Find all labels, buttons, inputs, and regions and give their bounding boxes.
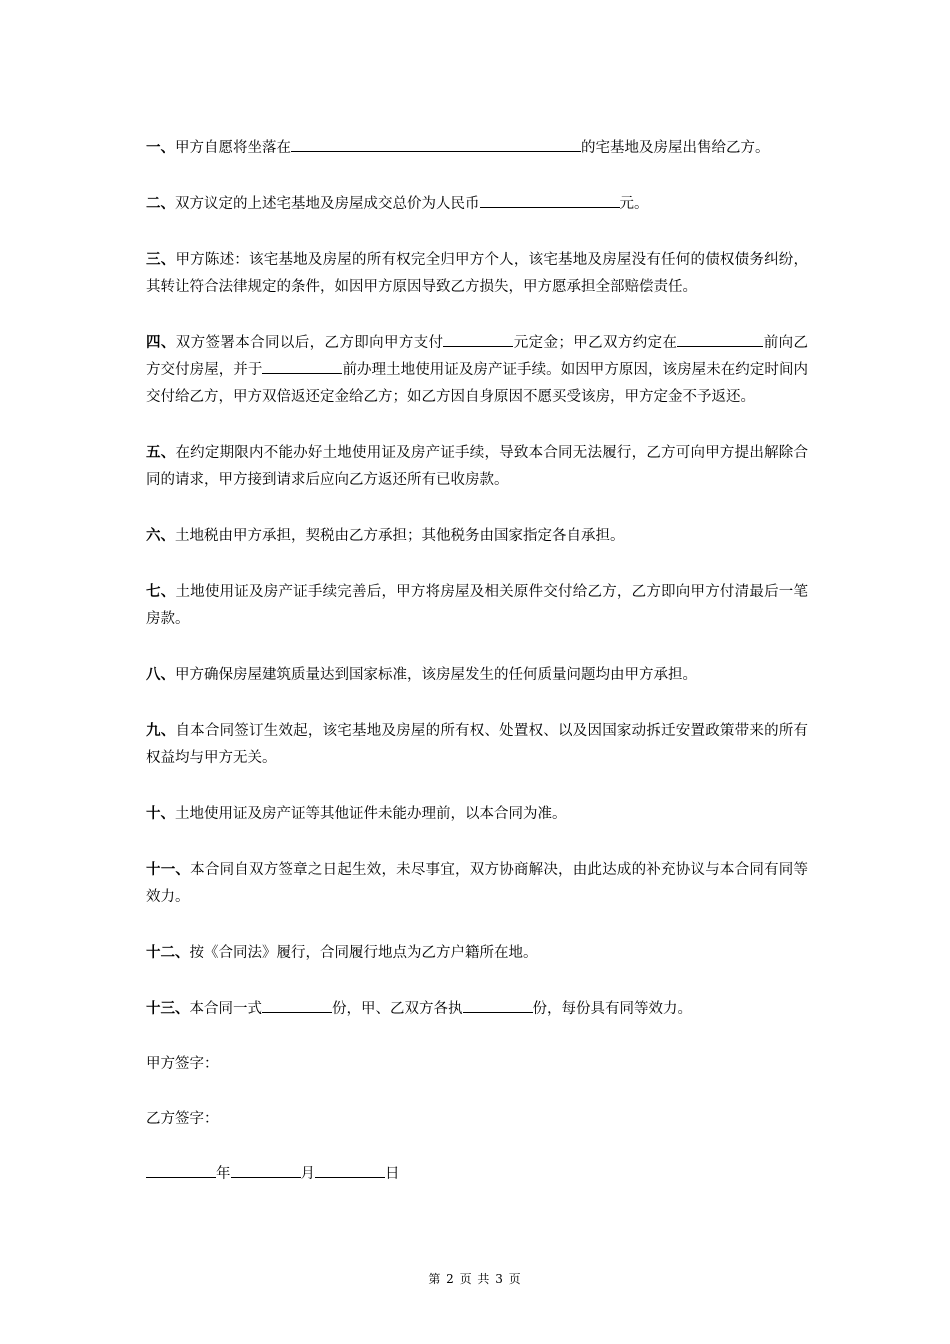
year-blank[interactable] — [146, 1163, 216, 1178]
clause-1 — [146, 134, 808, 162]
copies-total-blank[interactable] — [262, 998, 332, 1013]
delivery-date-blank[interactable] — [677, 332, 763, 347]
clause-text: 甲方陈述：该宅基地及房屋的所有权完全归甲方个人，该宅基地及房屋没有任何的债权债务纠纷，其转让符合法律规定的条件，如因甲方原因导致乙方损失，甲方愿承担全部赔偿责任。 — [146, 252, 809, 295]
clause-text: 土地使用证及房产证手续完善后，甲方将房屋及相关原件交付给乙方，乙方即向甲方付清最后一笔房款。 — [146, 584, 809, 627]
location-blank[interactable] — [291, 137, 581, 152]
clause-number: 十、 — [146, 805, 175, 822]
clause-number: 六、 — [146, 527, 175, 544]
clause-9 — [146, 717, 808, 772]
clause-text: 甲方自愿将坐落在 — [175, 140, 291, 156]
clause-text: 份，甲、乙双方各执 — [332, 1001, 463, 1017]
clause-text: 按《合同法》履行，合同履行地点为乙方户籍所在地。 — [189, 945, 538, 961]
clause-number: 九、 — [146, 722, 176, 739]
clause-7 — [146, 578, 808, 633]
clause-text: 本合同一式 — [189, 1001, 262, 1017]
clause-13 — [146, 995, 808, 1023]
month-label: 月 — [300, 1166, 315, 1182]
clause-5 — [146, 439, 808, 494]
clause-text: 土地使用证及房产证等其他证件未能办理前，以本合同为准。 — [175, 806, 567, 822]
deposit-blank[interactable] — [443, 332, 513, 347]
clause-text: 元。 — [619, 196, 649, 212]
page-footer: 第 2 页 共 3 页 — [428, 1272, 522, 1286]
copies-each-blank[interactable] — [463, 998, 533, 1013]
clause-text: 甲方确保房屋建筑质量达到国家标准，该房屋发生的任何质量问题均由甲方承担。 — [175, 667, 697, 683]
clause-text: 元定金；甲乙双方约定在 — [513, 335, 678, 351]
clause-text: 土地税由甲方承担，契税由乙方承担；其他税务由国家指定各自承担。 — [175, 528, 625, 544]
price-blank[interactable] — [480, 193, 620, 208]
clause-number: 一、 — [146, 139, 175, 156]
clause-text: 双方签署本合同以后，乙方即向甲方支付 — [175, 335, 444, 351]
clause-text: 双方议定的上述宅基地及房屋成交总价为人民币 — [175, 196, 480, 212]
clause-4 — [146, 329, 808, 411]
clause-number: 十三、 — [146, 1000, 190, 1017]
clause-text: 的宅基地及房屋出售给乙方。 — [581, 140, 770, 156]
clause-number: 三、 — [146, 251, 176, 268]
party-b-signature — [146, 1106, 808, 1133]
clause-11 — [146, 856, 808, 911]
month-blank[interactable] — [231, 1163, 301, 1178]
day-blank[interactable] — [315, 1163, 385, 1178]
clause-text: 本合同自双方签章之日起生效，未尽事宜，双方协商解决，由此达成的补充协议与本合同有同等效力。 — [146, 862, 809, 905]
contract-body — [146, 134, 808, 1188]
clause-12 — [146, 939, 808, 967]
clause-8 — [146, 661, 808, 689]
clause-10 — [146, 800, 808, 828]
clause-number: 八、 — [146, 666, 175, 683]
clause-number: 四、 — [146, 334, 176, 351]
clause-text: 前向乙方交付房屋，并于 — [146, 335, 809, 378]
clause-number: 二、 — [146, 195, 175, 212]
clause-number: 五、 — [146, 444, 176, 461]
day-label: 日 — [385, 1166, 400, 1182]
party-a-signature-label: 甲方签字： — [146, 1056, 219, 1072]
clause-text: 自本合同签订生效起，该宅基地及房屋的所有权、处置权、以及因国家动拆迁安置政策带来的所有权益均与甲方无关。 — [146, 723, 809, 766]
signing-date — [146, 1161, 808, 1188]
certificate-date-blank[interactable] — [262, 359, 342, 374]
clause-text: 份，每份具有同等效力。 — [532, 1001, 692, 1017]
party-a-signature — [146, 1051, 808, 1078]
clause-text: 前办理土地使用证及房产证手续。如因甲方原因，该房屋未在约定时间内交付给乙方，甲方双倍返还定金给乙方；如乙方因自身原因不愿买受该房，甲方定金不予返还。 — [146, 362, 809, 405]
clause-6 — [146, 522, 808, 550]
clause-number: 十二、 — [146, 944, 190, 961]
party-b-signature-label: 乙方签字： — [146, 1111, 219, 1127]
clause-text: 在约定期限内不能办好土地使用证及房产证手续，导致本合同无法履行，乙方可向甲方提出解除合同的请求，甲方接到请求后应向乙方返还所有已收房款。 — [146, 445, 809, 488]
clause-3 — [146, 246, 808, 301]
year-label: 年 — [216, 1166, 231, 1182]
clause-number: 十一、 — [146, 861, 191, 878]
clause-number: 七、 — [146, 583, 176, 600]
clause-2 — [146, 190, 808, 218]
